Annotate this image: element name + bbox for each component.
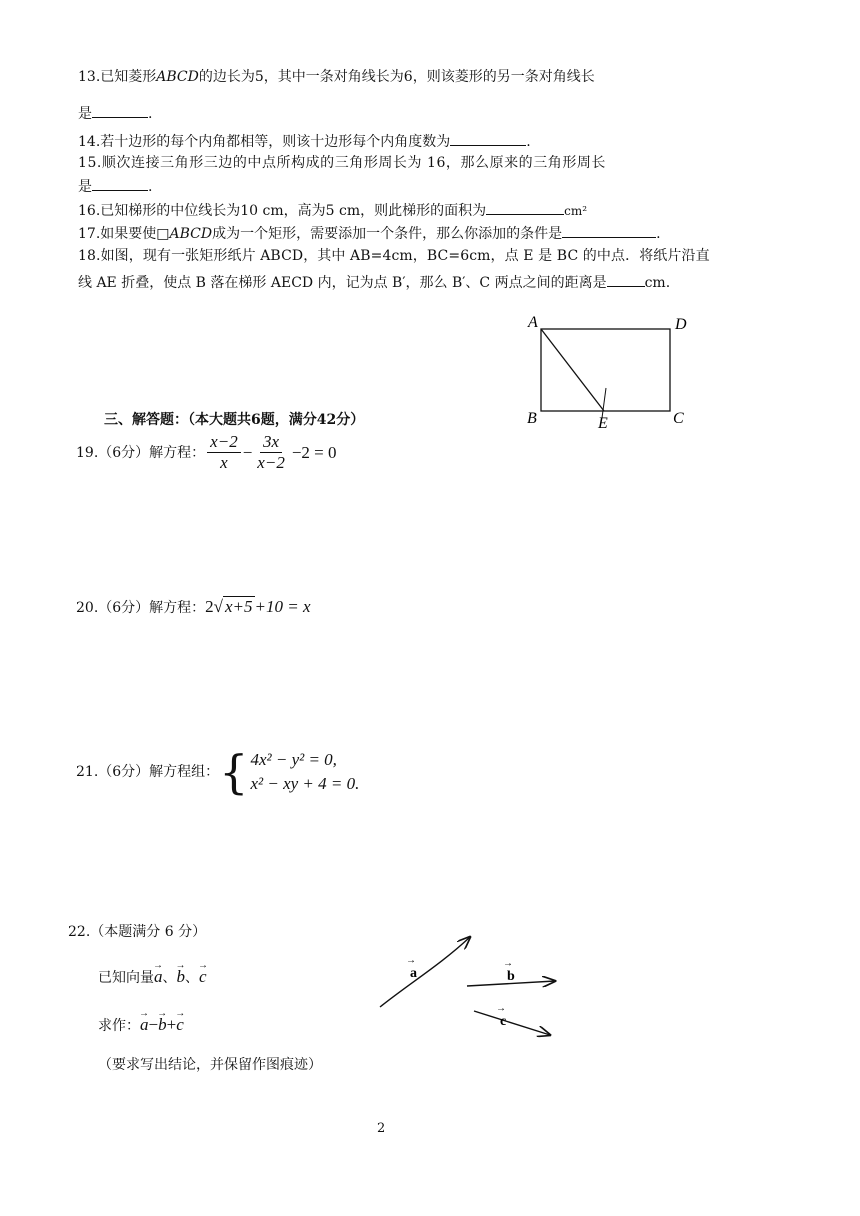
label-e: E [598, 415, 608, 432]
label-b: B [527, 410, 537, 427]
answer-blank-17[interactable] [562, 223, 656, 238]
vector-b-label: b [507, 969, 515, 984]
question-17: 17.如果要使□ABCD成为一个矩形，需要添加一个条件，那么你添加的条件是 . [78, 223, 661, 243]
page-number: 2 [377, 1121, 386, 1136]
fold-line-ae [541, 329, 604, 411]
question-15-line2: 是 . [78, 176, 152, 196]
equation-system: { 4x² − y² = 0, x² − xy + 4 = 0. [219, 745, 360, 799]
vector-a-arrow [380, 937, 470, 1007]
label-d: D [675, 316, 687, 333]
question-19: 19.（6分）解方程： $\frac{x-2}{x}$ − $\frac{3x}{x-2}$ −2 = 0 [76, 432, 337, 472]
question-15-line1: 15.顺次连接三角形三边的中点所构成的三角形周长为 16，那么原来的三角形周长 [78, 155, 606, 171]
question-18-line1: 18.如图，现有一张矩形纸片 ABCD，其中 AB=4cm，BC=6cm，点 E 是 BC 的中点．将纸片沿直 [78, 248, 710, 264]
question-18-line2: 线 AE 折叠，使点 B 落在梯形 AECD 内，记为点 B′，那么 B′、C 两点之间的距离是 cm. [78, 272, 670, 292]
vectors-figure [370, 925, 570, 1045]
vector-b-arrow-mark: → [503, 958, 513, 969]
rectangle-abcd [541, 329, 670, 411]
question-22-task: 求作：→ a−→ b+→ c [98, 1016, 184, 1035]
label-c: C [673, 410, 684, 427]
question-21: 21.（6分）解方程组： { 4x² − y² = 0, x² − xy + 4 = 0. [76, 745, 360, 799]
question-14: 14.若十边形的每个内角都相等，则该十边形每个内角度数为 . [78, 131, 531, 151]
question-22-title: 22.（本题满分 6 分） [68, 924, 207, 940]
vector-c-arrow-mark: → [496, 1003, 506, 1014]
fold-mark [602, 388, 606, 418]
vector-c-label: c [500, 1014, 507, 1029]
vector-c-arrow [474, 1011, 550, 1035]
vector-a-arrow-mark: → [406, 955, 416, 966]
section-title: 三、解答题：（本大题共6题，满分42分） [104, 412, 365, 428]
fraction-1: $\frac{x-2}{x}$ [207, 432, 241, 473]
answer-blank-18[interactable] [607, 272, 645, 287]
question-22-note: （要求写出结论，并保留作图痕迹） [98, 1057, 322, 1073]
vector-a-label: a [410, 966, 417, 981]
question-22-given: 已知向量→ a、→ b、→ c [98, 968, 207, 987]
label-a: A [528, 314, 538, 331]
question-16: 16.已知梯形的中位线长为10 cm，高为5 cm，则此梯形的面积为 cm² [78, 200, 587, 220]
question-13-line1: 13.已知菱形ABCD的边长为5，其中一条对角线长为6，则该菱形的另一条对角线长 [78, 69, 595, 85]
answer-blank-14[interactable] [450, 131, 526, 146]
fraction-2: $\frac{3x}{x-2}$ [257, 432, 285, 472]
answer-blank-13[interactable] [92, 103, 148, 118]
rectangle-figure [520, 308, 700, 433]
question-20: 20.（6分）解方程：2√ x+5 +10 = x [76, 597, 311, 616]
question-13-line2: 是 . [78, 103, 152, 123]
answer-blank-16[interactable] [486, 200, 564, 215]
answer-blank-15[interactable] [92, 176, 148, 191]
